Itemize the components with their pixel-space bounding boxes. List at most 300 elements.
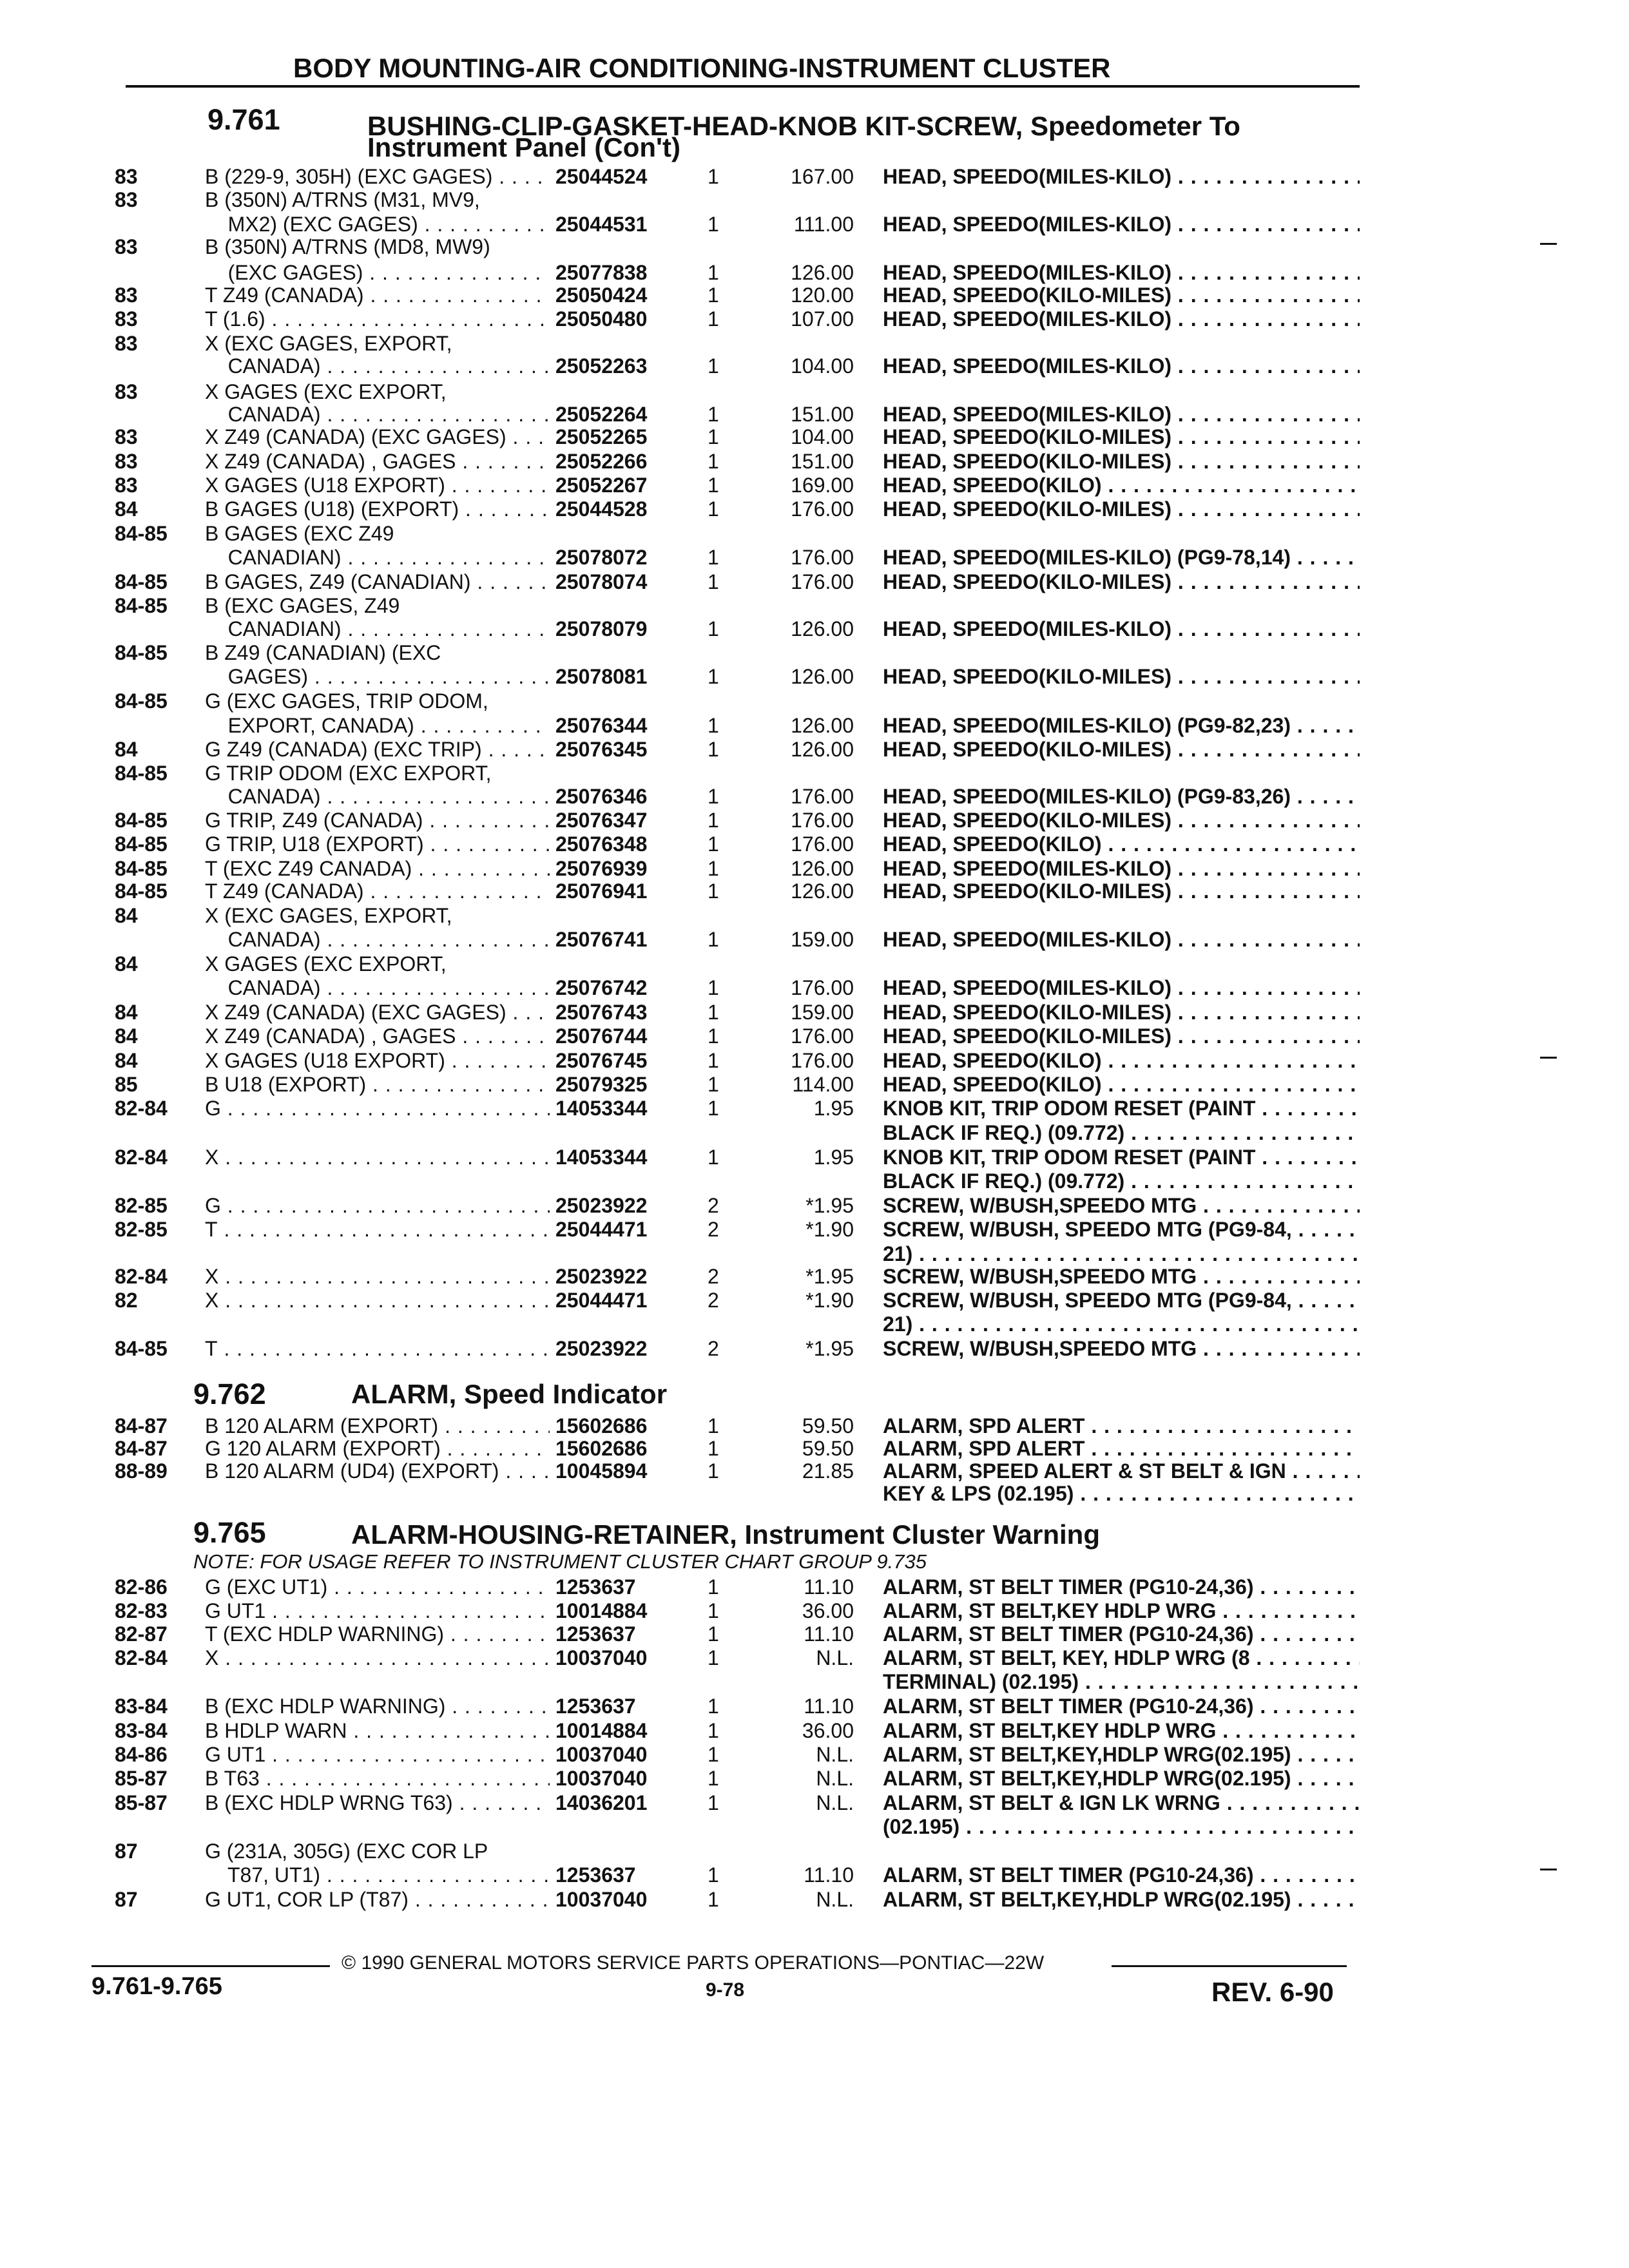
description: BLACK IF REQ.) (09.772) . . . xyxy=(883,1121,1360,1145)
quantity: 1 xyxy=(708,570,719,593)
application: B T63 . . . xyxy=(205,1767,550,1791)
description: ALARM, ST BELT & IGN LK WRNG . . . xyxy=(883,1791,1360,1815)
table-row xyxy=(0,380,1629,406)
table-row xyxy=(0,188,1629,214)
quantity: 1 xyxy=(708,307,719,331)
quantity: 1 xyxy=(708,785,719,808)
part-number: 25023922 xyxy=(555,1337,648,1360)
description: ALARM, ST BELT,KEY,HDLP WRG(02.195) . . . xyxy=(883,1767,1360,1791)
description: HEAD, SPEEDO(KILO-MILES) . . . xyxy=(883,665,1360,689)
price: 126.00 xyxy=(791,714,854,737)
table-row xyxy=(0,1575,1629,1601)
quantity: 1 xyxy=(708,354,719,378)
table-row xyxy=(0,307,1629,333)
table-row xyxy=(0,1646,1629,1672)
part-number: 10014884 xyxy=(555,1599,648,1622)
year-range: 83 xyxy=(115,425,138,448)
description: HEAD, SPEEDO(KILO-MILES) . . . xyxy=(883,450,1360,474)
part-number: 25078081 xyxy=(555,665,648,688)
table-row xyxy=(0,689,1629,715)
quantity: 1 xyxy=(708,879,719,903)
table-row xyxy=(0,1863,1629,1889)
price: 126.00 xyxy=(791,738,854,761)
part-number: 14053344 xyxy=(555,1097,648,1120)
part-number: 25076345 xyxy=(555,738,648,761)
application: G TRIP, U18 (EXPORT) . . . xyxy=(205,832,550,856)
application: CANADA) . . . xyxy=(205,785,550,809)
year-range: 84-85 xyxy=(115,1337,168,1360)
price: N.L. xyxy=(816,1646,854,1669)
price: *1.90 xyxy=(805,1289,854,1312)
year-range: 83 xyxy=(115,165,138,188)
table-row xyxy=(0,1073,1629,1099)
quantity: 1 xyxy=(708,738,719,761)
year-range: 82-84 xyxy=(115,1265,168,1288)
year-range: 83 xyxy=(115,284,138,307)
quantity: 1 xyxy=(708,1719,719,1742)
footer-rule-right xyxy=(1112,1965,1347,1967)
price: N.L. xyxy=(816,1743,854,1766)
table-row xyxy=(0,785,1629,811)
year-range: 84 xyxy=(115,497,138,521)
table-row xyxy=(0,1194,1629,1220)
header-rule xyxy=(126,85,1360,88)
part-number: 10014884 xyxy=(555,1719,648,1742)
table-row xyxy=(0,1169,1629,1195)
price: 176.00 xyxy=(791,1049,854,1072)
quantity: 1 xyxy=(708,1646,719,1669)
section-number: 9.762 xyxy=(193,1378,266,1410)
quantity: 1 xyxy=(708,1437,719,1460)
application: T (EXC Z49 CANADA) . . . xyxy=(205,857,550,881)
part-number: 25078074 xyxy=(555,570,648,593)
price: 21.85 xyxy=(802,1459,854,1483)
table-row xyxy=(0,832,1629,858)
footer-page-number: 9-78 xyxy=(706,1979,745,2001)
application: G (EXC UT1) . . . xyxy=(205,1575,550,1599)
description: TERMINAL) (02.195) . . . xyxy=(883,1670,1360,1694)
quantity: 1 xyxy=(708,1024,719,1048)
year-range: 84-85 xyxy=(115,522,168,545)
quantity: 1 xyxy=(708,1001,719,1024)
price: 176.00 xyxy=(791,976,854,999)
table-row xyxy=(0,1670,1629,1696)
margin-mark xyxy=(1540,1057,1557,1059)
price: 167.00 xyxy=(791,165,854,188)
part-number: 25044528 xyxy=(555,497,648,521)
application: X Z49 (CANADA) (EXC GAGES) . . . xyxy=(205,1001,550,1024)
price: 176.00 xyxy=(791,1024,854,1048)
part-number: 25023922 xyxy=(555,1194,648,1217)
quantity: 1 xyxy=(708,832,719,856)
table-row xyxy=(0,1767,1629,1792)
description: HEAD, SPEEDO(KILO-MILES) . . . xyxy=(883,738,1360,762)
application: G 120 ALARM (EXPORT) . . . xyxy=(205,1437,550,1461)
quantity: 1 xyxy=(708,165,719,188)
application: T87, UT1) . . . xyxy=(205,1863,550,1887)
year-range: 85-87 xyxy=(115,1791,168,1814)
description: ALARM, ST BELT TIMER (PG10-24,36) . . . xyxy=(883,1575,1360,1599)
price: 176.00 xyxy=(791,546,854,569)
description: HEAD, SPEEDO(MILES-KILO) . . . xyxy=(883,354,1360,378)
application: B (350N) A/TRNS (M31, MV9, xyxy=(205,188,480,211)
price: 176.00 xyxy=(791,570,854,593)
year-range: 83 xyxy=(115,307,138,331)
price: 1.95 xyxy=(813,1146,854,1169)
quantity: 1 xyxy=(708,474,719,497)
table-row xyxy=(0,1001,1629,1026)
price: 11.10 xyxy=(804,1622,854,1646)
table-row xyxy=(0,1437,1629,1463)
year-range: 83 xyxy=(115,474,138,497)
description: HEAD, SPEEDO(KILO-MILES) . . . xyxy=(883,570,1360,594)
table-row xyxy=(0,165,1629,191)
table-row xyxy=(0,332,1629,358)
description: SCREW, W/BUSH, SPEEDO MTG (PG9-84, . . . xyxy=(883,1218,1360,1242)
part-number: 25052263 xyxy=(555,354,648,378)
application: B GAGES (EXC Z49 xyxy=(205,522,394,545)
part-number: 10045894 xyxy=(555,1459,648,1483)
margin-mark xyxy=(1540,1869,1557,1870)
part-number: 10037040 xyxy=(555,1888,648,1911)
year-range: 87 xyxy=(115,1888,138,1911)
application: B (229-9, 305H) (EXC GAGES) . . . xyxy=(205,165,550,189)
price: 107.00 xyxy=(791,307,854,331)
table-row xyxy=(0,497,1629,523)
price: 114.00 xyxy=(792,1073,854,1096)
footer-revision: REV. 6-90 xyxy=(1211,1977,1334,2007)
application: X GAGES (U18 EXPORT) . . . xyxy=(205,474,550,497)
year-range: 84-85 xyxy=(115,570,168,593)
price: 176.00 xyxy=(791,832,854,856)
year-range: 84-85 xyxy=(115,689,168,713)
part-number: 14053344 xyxy=(555,1146,648,1169)
table-row xyxy=(0,1146,1629,1171)
description: HEAD, SPEEDO(KILO-MILES) . . . xyxy=(883,284,1360,307)
part-number: 15602686 xyxy=(555,1437,648,1460)
year-range: 82-85 xyxy=(115,1194,168,1217)
quantity: 1 xyxy=(708,1791,719,1814)
description: HEAD, SPEEDO(MILES-KILO) . . . xyxy=(883,261,1360,285)
year-range: 84-87 xyxy=(115,1414,168,1437)
description: ALARM, ST BELT,KEY HDLP WRG . . . xyxy=(883,1719,1360,1743)
year-range: 83 xyxy=(115,188,138,211)
year-range: 83-84 xyxy=(115,1695,168,1718)
part-number: 25076344 xyxy=(555,714,648,737)
application: B (EXC HDLP WARNING) . . . xyxy=(205,1695,550,1718)
section-number: 9.761 xyxy=(207,103,280,136)
table-row xyxy=(0,284,1629,309)
application: CANADA) . . . xyxy=(205,354,550,378)
year-range: 87 xyxy=(115,1840,138,1863)
description: HEAD, SPEEDO(MILES-KILO) . . . xyxy=(883,976,1360,1000)
table-row xyxy=(0,1743,1629,1769)
quantity: 1 xyxy=(708,1863,719,1887)
description: HEAD, SPEEDO(KILO-MILES) . . . xyxy=(883,1024,1360,1048)
table-row xyxy=(0,928,1629,954)
description: ALARM, ST BELT, KEY, HDLP WRG (8 . . . xyxy=(883,1646,1360,1670)
application: X . . . xyxy=(205,1146,550,1169)
quantity: 1 xyxy=(708,403,719,426)
part-number: 10037040 xyxy=(555,1767,648,1790)
table-row xyxy=(0,738,1629,764)
section-number: 9.765 xyxy=(193,1516,266,1549)
year-range: 82-84 xyxy=(115,1146,168,1169)
price: 59.50 xyxy=(802,1414,854,1437)
application: MX2) (EXC GAGES) . . . xyxy=(205,213,550,236)
table-row xyxy=(0,641,1629,667)
price: 59.50 xyxy=(802,1437,854,1460)
year-range: 84 xyxy=(115,1024,138,1048)
table-row xyxy=(0,1337,1629,1363)
table-row xyxy=(0,1312,1629,1338)
table-row xyxy=(0,1121,1629,1147)
table-row xyxy=(0,594,1629,620)
description: HEAD, SPEEDO(KILO) . . . xyxy=(883,1049,1360,1073)
application: CANADA) . . . xyxy=(205,403,550,427)
application: GAGES) . . . xyxy=(205,665,550,689)
year-range: 84-85 xyxy=(115,857,168,880)
table-row xyxy=(0,450,1629,476)
quantity: 2 xyxy=(708,1337,719,1360)
description: HEAD, SPEEDO(MILES-KILO) . . . xyxy=(883,617,1360,641)
year-range: 85 xyxy=(115,1073,138,1096)
part-number: 25044531 xyxy=(555,213,648,236)
price: 11.10 xyxy=(804,1695,854,1718)
year-range: 84 xyxy=(115,1001,138,1024)
description: KEY & LPS (02.195) . . . xyxy=(883,1482,1360,1506)
application: T . . . xyxy=(205,1218,550,1242)
part-number: 25044471 xyxy=(555,1218,648,1241)
quantity: 1 xyxy=(708,928,719,951)
application: G UT1 . . . xyxy=(205,1599,550,1623)
part-number: 15602686 xyxy=(555,1414,648,1437)
part-number: 25076743 xyxy=(555,1001,648,1024)
description: HEAD, SPEEDO(MILES-KILO) (PG9-78,14) . . . xyxy=(883,546,1360,570)
part-number: 25076742 xyxy=(555,976,648,999)
quantity: 2 xyxy=(708,1289,719,1312)
price: 151.00 xyxy=(791,450,854,473)
quantity: 1 xyxy=(708,1743,719,1766)
table-row xyxy=(0,665,1629,691)
price: 169.00 xyxy=(791,474,854,497)
description: HEAD, SPEEDO(MILES-KILO) . . . xyxy=(883,857,1360,881)
price: 1.95 xyxy=(813,1097,854,1120)
table-row xyxy=(0,617,1629,643)
quantity: 1 xyxy=(708,1575,719,1599)
description: SCREW, W/BUSH,SPEEDO MTG . . . xyxy=(883,1265,1360,1289)
year-range: 82-84 xyxy=(115,1646,168,1669)
quantity: 1 xyxy=(708,665,719,688)
application: X Z49 (CANADA) , GAGES . . . xyxy=(205,450,550,474)
part-number: 25050480 xyxy=(555,307,648,331)
quantity: 1 xyxy=(708,1622,719,1646)
part-number: 25076348 xyxy=(555,832,648,856)
quantity: 1 xyxy=(708,450,719,473)
part-number: 10037040 xyxy=(555,1743,648,1766)
year-range: 88-89 xyxy=(115,1459,168,1483)
table-row xyxy=(0,1049,1629,1075)
description: ALARM, SPD ALERT . . . xyxy=(883,1414,1360,1438)
description: HEAD, SPEEDO(KILO-MILES) . . . xyxy=(883,809,1360,832)
price: 176.00 xyxy=(791,785,854,808)
quantity: 1 xyxy=(708,1414,719,1437)
description: BLACK IF REQ.) (09.772) . . . xyxy=(883,1169,1360,1193)
page-header: BODY MOUNTING-AIR CONDITIONING-INSTRUMENT CLUSTER xyxy=(293,53,1111,83)
application: X GAGES (EXC EXPORT, xyxy=(205,380,447,403)
application: G TRIP, Z49 (CANADA) . . . xyxy=(205,809,550,832)
table-row xyxy=(0,1791,1629,1817)
part-number: 25052264 xyxy=(555,403,648,426)
table-row xyxy=(0,857,1629,883)
section-title-cont: Instrument Panel (Con't) xyxy=(367,132,680,162)
part-number: 14036201 xyxy=(555,1791,648,1814)
application: X . . . xyxy=(205,1646,550,1670)
price: *1.95 xyxy=(805,1337,854,1360)
price: *1.95 xyxy=(805,1265,854,1288)
quantity: 1 xyxy=(708,261,719,284)
table-row xyxy=(0,1459,1629,1485)
price: 120.00 xyxy=(791,284,854,307)
application: T . . . xyxy=(205,1337,550,1361)
application: B (EXC HDLP WRNG T63) . . . xyxy=(205,1791,550,1815)
description: KNOB KIT, TRIP ODOM RESET (PAINT . . . xyxy=(883,1097,1360,1120)
application: X (EXC GAGES, EXPORT, xyxy=(205,904,452,927)
part-number: 1253637 xyxy=(555,1863,636,1887)
table-row xyxy=(0,1599,1629,1625)
price: 126.00 xyxy=(791,665,854,688)
price: 159.00 xyxy=(791,928,854,951)
application: G (231A, 305G) (EXC COR LP xyxy=(205,1840,488,1863)
year-range: 83 xyxy=(115,380,138,403)
table-row xyxy=(0,762,1629,787)
part-number: 25050424 xyxy=(555,284,648,307)
application: G (EXC GAGES, TRIP ODOM, xyxy=(205,689,488,713)
application: B GAGES (U18) (EXPORT) . . . xyxy=(205,497,550,521)
part-number: 25052267 xyxy=(555,474,648,497)
quantity: 1 xyxy=(708,1097,719,1120)
application: X Z49 (CANADA) (EXC GAGES) . . . xyxy=(205,425,550,449)
price: *1.95 xyxy=(805,1194,854,1217)
quantity: 1 xyxy=(708,1459,719,1483)
section-title: ALARM, Speed Indicator xyxy=(351,1379,668,1409)
price: 11.10 xyxy=(804,1863,854,1887)
year-range: 84-86 xyxy=(115,1743,168,1766)
description: SCREW, W/BUSH,SPEEDO MTG . . . xyxy=(883,1337,1360,1361)
quantity: 1 xyxy=(708,497,719,521)
quantity: 1 xyxy=(708,284,719,307)
year-range: 82-87 xyxy=(115,1622,168,1646)
description: ALARM, ST BELT TIMER (PG10-24,36) . . . xyxy=(883,1695,1360,1718)
year-range: 84 xyxy=(115,904,138,927)
quantity: 1 xyxy=(708,546,719,569)
price: 159.00 xyxy=(791,1001,854,1024)
price: 176.00 xyxy=(791,809,854,832)
description: ALARM, SPD ALERT . . . xyxy=(883,1437,1360,1461)
description: HEAD, SPEEDO(MILES-KILO) . . . xyxy=(883,213,1360,236)
year-range: 82-84 xyxy=(115,1097,168,1120)
description: HEAD, SPEEDO(MILES-KILO) . . . xyxy=(883,165,1360,189)
part-number: 25076346 xyxy=(555,785,648,808)
description: KNOB KIT, TRIP ODOM RESET (PAINT . . . xyxy=(883,1146,1360,1169)
year-range: 83 xyxy=(115,235,138,258)
table-row xyxy=(0,1719,1629,1745)
year-range: 83 xyxy=(115,450,138,473)
price: N.L. xyxy=(816,1791,854,1814)
table-row xyxy=(0,1289,1629,1314)
year-range: 84 xyxy=(115,738,138,761)
year-range: 82 xyxy=(115,1289,138,1312)
table-row xyxy=(0,1622,1629,1648)
table-row xyxy=(0,522,1629,548)
margin-mark xyxy=(1540,243,1557,245)
part-number: 25078072 xyxy=(555,546,648,569)
application: B 120 ALARM (UD4) (EXPORT) . . . xyxy=(205,1459,550,1483)
quantity: 2 xyxy=(708,1194,719,1217)
application: B (350N) A/TRNS (MD8, MW9) xyxy=(205,235,490,258)
quantity: 2 xyxy=(708,1265,719,1288)
description: HEAD, SPEEDO(KILO-MILES) . . . xyxy=(883,1001,1360,1024)
price: 126.00 xyxy=(791,857,854,880)
description: ALARM, ST BELT,KEY HDLP WRG . . . xyxy=(883,1599,1360,1623)
application: CANADA) . . . xyxy=(205,976,550,1000)
part-number: 1253637 xyxy=(555,1695,636,1718)
table-row xyxy=(0,546,1629,572)
description: HEAD, SPEEDO(KILO-MILES) . . . xyxy=(883,425,1360,449)
application: EXPORT, CANADA) . . . xyxy=(205,714,550,738)
year-range: 83 xyxy=(115,332,138,355)
table-row xyxy=(0,425,1629,451)
footer-range: 9.761-9.765 xyxy=(92,1973,222,2000)
year-range: 82-86 xyxy=(115,1575,168,1599)
part-number: 25076741 xyxy=(555,928,648,951)
application: G TRIP ODOM (EXC EXPORT, xyxy=(205,762,492,785)
description: 21) . . . xyxy=(883,1242,1360,1266)
application: T Z49 (CANADA) . . . xyxy=(205,879,550,903)
quantity: 1 xyxy=(708,1049,719,1072)
description: ALARM, ST BELT TIMER (PG10-24,36) . . . xyxy=(883,1622,1360,1646)
section-note: NOTE: FOR USAGE REFER TO INSTRUMENT CLUSTER CHART GROUP 9.735 xyxy=(193,1550,927,1573)
price: 111.00 xyxy=(793,213,854,236)
table-row xyxy=(0,570,1629,596)
part-number: 25023922 xyxy=(555,1265,648,1288)
year-range: 84 xyxy=(115,1049,138,1072)
description: (02.195) . . . xyxy=(883,1815,1360,1839)
table-row xyxy=(0,1888,1629,1914)
application: T Z49 (CANADA) . . . xyxy=(205,284,550,307)
quantity: 1 xyxy=(708,1888,719,1911)
description: ALARM, ST BELT TIMER (PG10-24,36) . . . xyxy=(883,1863,1360,1887)
application: G Z49 (CANADA) (EXC TRIP) . . . xyxy=(205,738,550,762)
application: X . . . xyxy=(205,1265,550,1289)
year-range: 84-85 xyxy=(115,641,168,664)
table-row xyxy=(0,879,1629,905)
description: HEAD, SPEEDO(KILO) . . . xyxy=(883,1073,1360,1097)
description: ALARM, ST BELT,KEY,HDLP WRG(02.195) . . . xyxy=(883,1888,1360,1912)
part-number: 25052265 xyxy=(555,425,648,448)
footer-rule-left xyxy=(92,1965,330,1967)
price: 176.00 xyxy=(791,497,854,521)
quantity: 1 xyxy=(708,617,719,640)
quantity: 1 xyxy=(708,425,719,448)
description: HEAD, SPEEDO(KILO-MILES) . . . xyxy=(883,879,1360,903)
description: 21) . . . xyxy=(883,1312,1360,1336)
year-range: 84-85 xyxy=(115,809,168,832)
description: SCREW, W/BUSH,SPEEDO MTG . . . xyxy=(883,1194,1360,1218)
part-number: 25044524 xyxy=(555,165,648,188)
table-row xyxy=(0,976,1629,1002)
application: X . . . xyxy=(205,1289,550,1312)
